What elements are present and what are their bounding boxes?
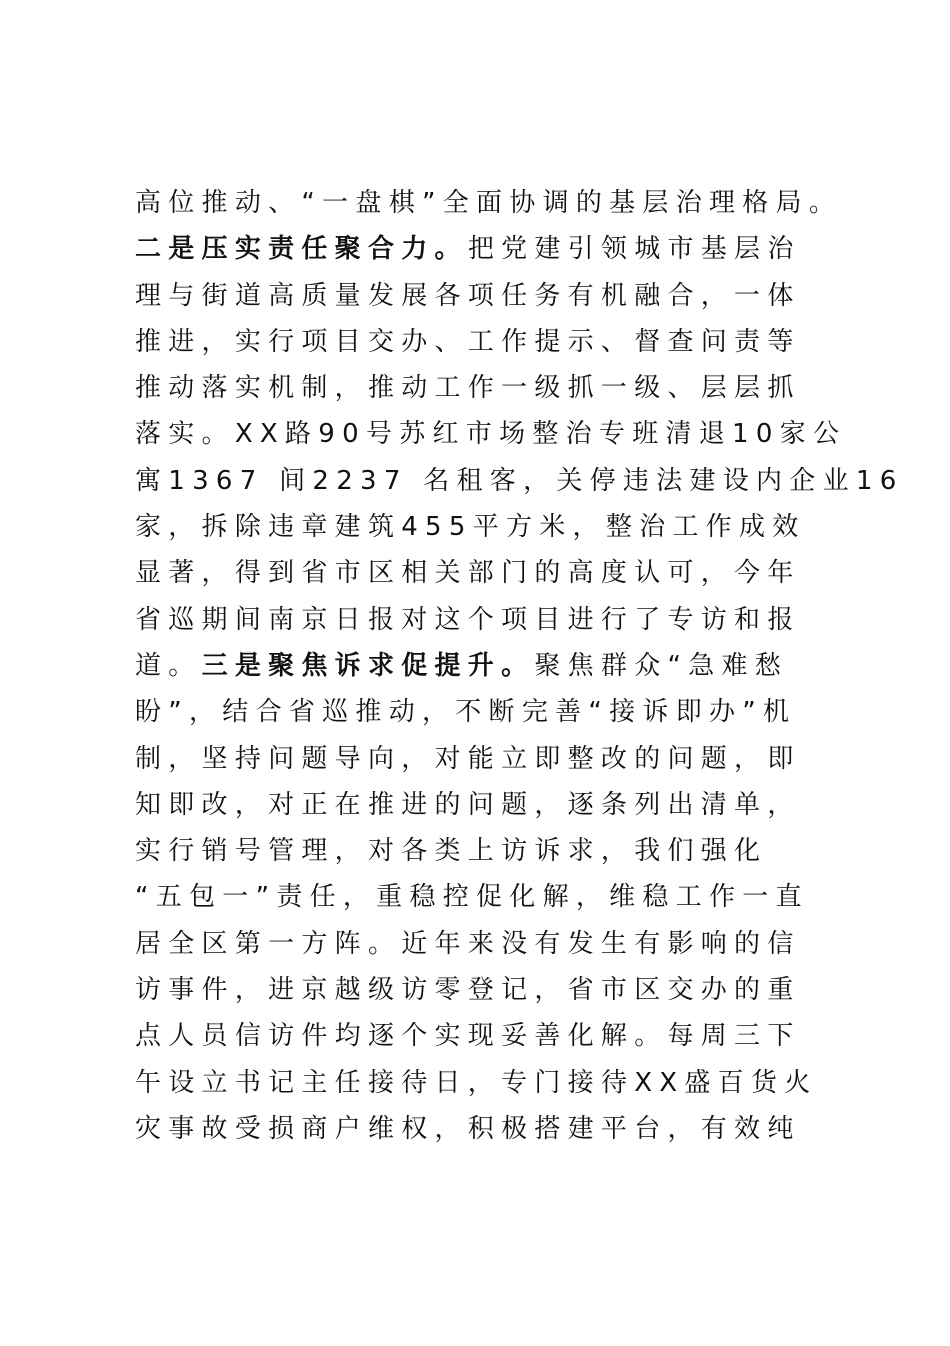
text-line bbox=[135, 689, 835, 735]
text-line bbox=[135, 597, 835, 643]
text-line bbox=[135, 226, 835, 272]
line-text: “五包一”责任，重稳控促化解，维稳工作一直 bbox=[135, 882, 809, 913]
line-text: 访事件，进京越级访零登记，省市区交办的重 bbox=[135, 975, 801, 1006]
line-text: 制，坚持问题导向，对能立即整改的问题，即 bbox=[135, 743, 801, 774]
line-text: 知即改，对正在推进的问题，逐条列出清单， bbox=[135, 789, 801, 820]
text-line bbox=[135, 967, 835, 1013]
line-text: 落实。XX路90号苏红市场整治专班清退10家公 bbox=[135, 419, 847, 450]
body-text bbox=[135, 180, 904, 1152]
text-line bbox=[135, 921, 835, 967]
line-text: 灾事故受损商户维权，积极搭建平台，有效纯 bbox=[135, 1113, 801, 1144]
text-line bbox=[135, 1060, 835, 1106]
text-line bbox=[135, 736, 835, 782]
text-line bbox=[135, 365, 835, 411]
line-text: 高位推动、“一盘棋”全面协调的基层治理格局。 bbox=[135, 188, 843, 218]
text-line bbox=[135, 319, 835, 365]
text-line bbox=[135, 411, 847, 457]
text-line bbox=[135, 828, 835, 874]
line-text: 实行销号管理，对各类上访诉求，我们强化 bbox=[135, 836, 768, 867]
line-text: 把党建引领城市基层治 bbox=[467, 234, 801, 265]
section-heading: 三是聚焦诉求促提升。 bbox=[201, 650, 535, 681]
line-text: 推动落实机制，推动工作一级抓一级、层层抓 bbox=[135, 373, 801, 404]
line-text: 寓1367 间2237 名租客，关停违法建设内企业16 bbox=[135, 465, 904, 496]
text-line bbox=[135, 874, 835, 920]
text-line bbox=[135, 1106, 835, 1152]
line-text: 推进，实行项目交办、工作提示、督查问责等 bbox=[135, 326, 801, 357]
line-text: 聚焦群众“急难愁 bbox=[534, 650, 789, 681]
line-text: 省巡期间南京日报对这个项目进行了专访和报 bbox=[135, 604, 801, 635]
line-text: 午设立书记主任接待日，专门接待XX盛百货火 bbox=[135, 1067, 818, 1098]
text-line bbox=[135, 273, 835, 319]
text-line bbox=[135, 1013, 835, 1059]
line-text: 显著，得到省市区相关部门的高度认可，今年 bbox=[135, 558, 801, 589]
text-line bbox=[135, 458, 904, 504]
line-text: 道。 bbox=[135, 650, 202, 681]
line-text: 居全区第一方阵。近年来没有发生有影响的信 bbox=[135, 928, 801, 959]
line-text: 家，拆除违章建筑455平方米，整治工作成效 bbox=[135, 512, 806, 543]
text-line bbox=[135, 643, 835, 689]
line-text: 理与街道高质量发展各项任务有机融合，一体 bbox=[135, 280, 801, 311]
line-text: 盼”，结合省巡推动，不断完善“接诉即办”机 bbox=[135, 697, 797, 728]
line-text: 点人员信访件均逐个实现妥善化解。每周三下 bbox=[135, 1021, 801, 1052]
text-line bbox=[135, 550, 835, 596]
text-line bbox=[135, 782, 835, 828]
text-line bbox=[135, 180, 843, 226]
section-heading: 二是压实责任聚合力。 bbox=[135, 234, 468, 265]
text-line bbox=[135, 504, 835, 550]
